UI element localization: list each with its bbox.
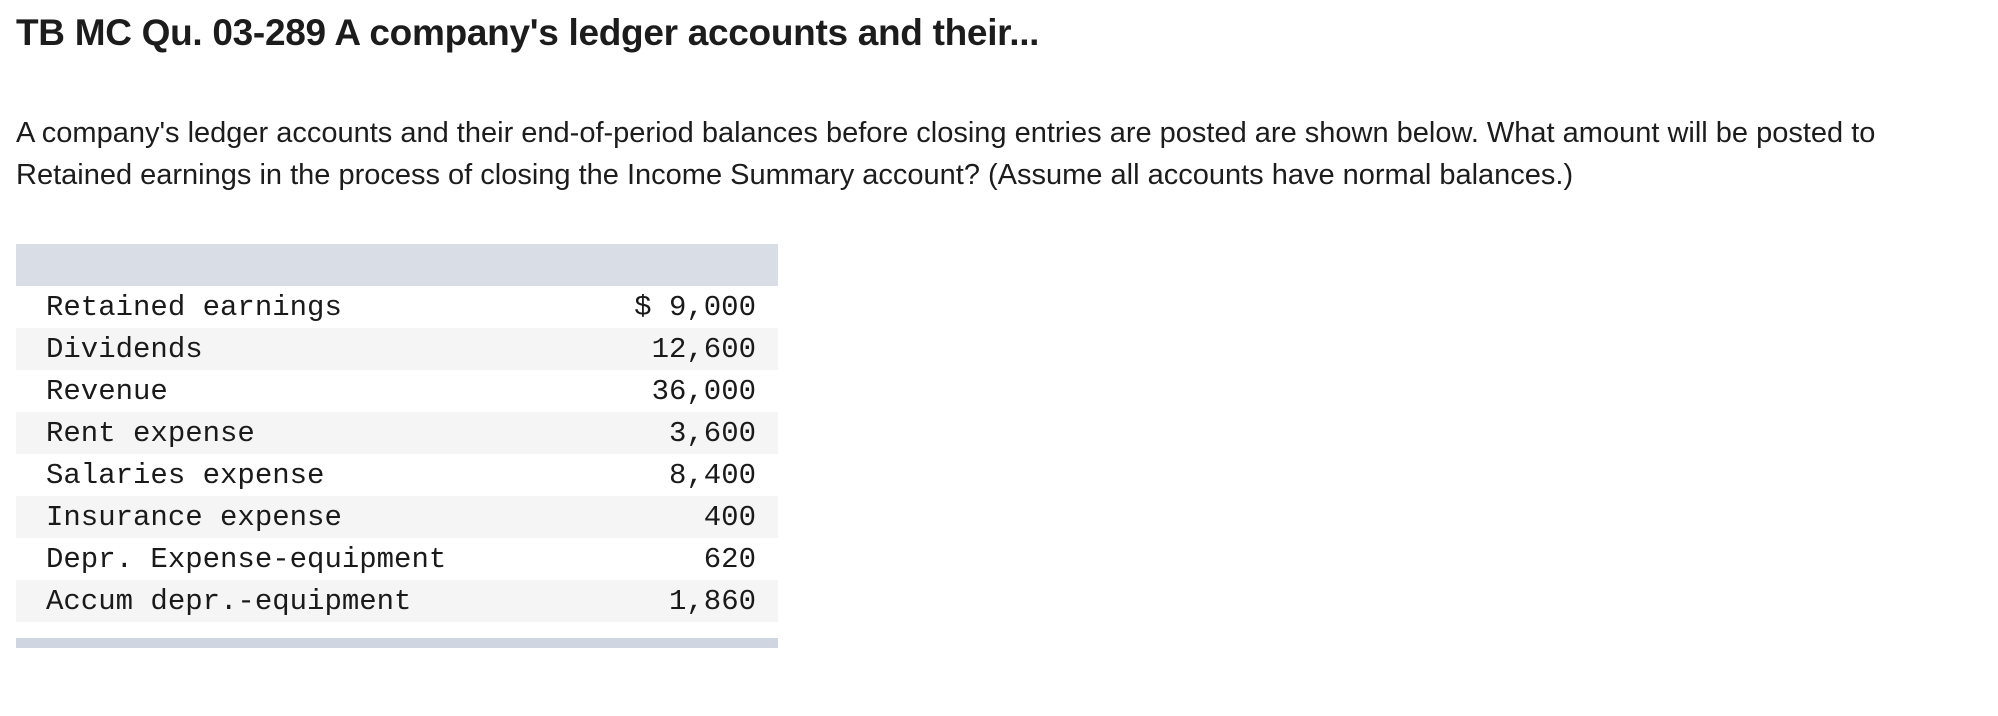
ledger-account: Insurance expense <box>46 500 342 534</box>
ledger-row <box>16 328 778 370</box>
ledger-account: Rent expense <box>46 416 255 450</box>
ledger-amount: 1,860 <box>668 584 756 618</box>
ledger-account: Depr. Expense-equipment <box>46 542 447 576</box>
ledger-amount: 620 <box>703 542 756 576</box>
ledger-amount: 8,400 <box>668 458 756 492</box>
ledger-header-band <box>16 244 778 286</box>
question-title: TB MC Qu. 03-289 A company's ledger accounts and their... <box>16 12 1040 53</box>
ledger-table <box>16 244 778 648</box>
ledger-amount: 400 <box>703 500 756 534</box>
ledger-amount: 36,000 <box>651 374 756 408</box>
ledger-row <box>16 538 778 580</box>
ledger-account: Accum depr.-equipment <box>46 584 412 618</box>
ledger-amount: 3,600 <box>668 416 756 450</box>
ledger-account: Retained earnings <box>46 290 342 324</box>
ledger-account: Salaries expense <box>46 458 325 492</box>
ledger-row <box>16 580 778 622</box>
ledger-account: Revenue <box>46 374 168 408</box>
ledger-spacer <box>16 622 778 638</box>
ledger-amount: $ 9,000 <box>634 290 756 324</box>
ledger-footer-band <box>16 638 778 648</box>
ledger-amount: 12,600 <box>651 332 756 366</box>
question-text: A company's ledger accounts and their end-of-period balances before closing entries are posted are shown below. What amount will be posted to Retained earnings in the process of closing the Income Summary account? (Assume all accounts have normal balances.) <box>16 117 1876 191</box>
ledger-row <box>16 454 778 496</box>
ledger-account: Dividends <box>46 332 203 366</box>
ledger-row <box>16 370 778 412</box>
ledger-row <box>16 286 778 328</box>
ledger-row <box>16 412 778 454</box>
ledger-row <box>16 496 778 538</box>
